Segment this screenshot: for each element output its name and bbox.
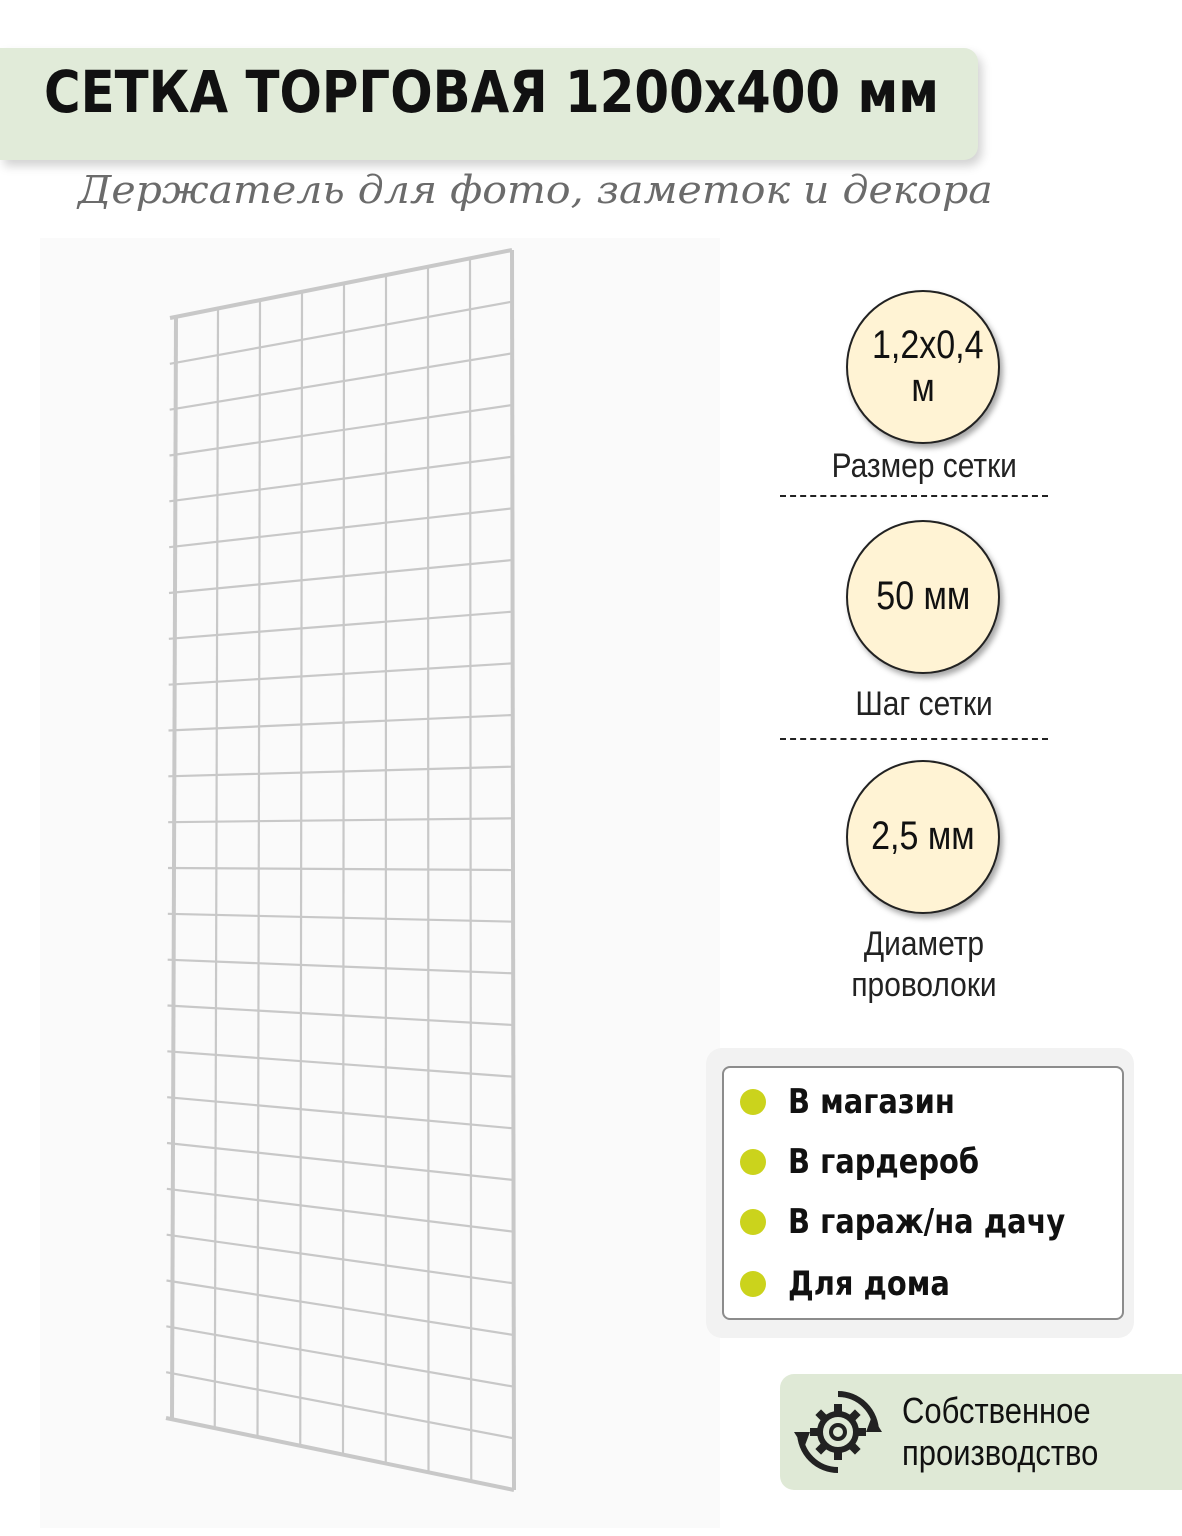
recycle-gear-icon	[792, 1386, 884, 1478]
spec-step-label: Шаг сетки	[855, 685, 993, 723]
bullet-dot-icon	[740, 1149, 766, 1175]
mesh-wire	[167, 1235, 514, 1284]
mesh-wire	[168, 868, 513, 870]
spec-wire-label: Диаметр проволоки	[851, 925, 997, 1004]
mesh-wire	[168, 914, 513, 922]
mesh-wire	[169, 663, 513, 684]
spec-divider	[780, 495, 1048, 497]
spec-divider	[780, 738, 1048, 740]
mesh-wire	[168, 767, 513, 777]
mesh-wire	[169, 612, 513, 639]
page-title: СЕТКА ТОРГОВАЯ 1200х400 мм	[44, 58, 940, 126]
mesh-wire	[170, 302, 512, 364]
mesh-wire	[169, 715, 513, 731]
spec-size-label: Размер сетки	[831, 447, 1017, 485]
spec-step-circle	[846, 520, 1000, 674]
mesh-wire	[167, 1097, 513, 1128]
production-text: Собственное производство	[902, 1390, 1099, 1473]
mesh-wire	[169, 560, 513, 593]
mesh-wire	[169, 457, 512, 502]
bullet-dot-icon	[740, 1271, 766, 1297]
page-subtitle: Держатель для фото, заметок и декора	[78, 168, 993, 212]
mesh-wire	[170, 250, 512, 318]
wire-mesh-panel	[40, 238, 720, 1528]
spec-step-value: 50 мм	[875, 574, 971, 619]
bullet-dot-icon	[740, 1209, 766, 1235]
mesh-wire	[167, 1143, 514, 1180]
mesh-wire	[169, 508, 512, 547]
mesh-wire	[167, 1281, 514, 1336]
mesh-wire	[167, 1051, 513, 1076]
spec-wire-circle	[846, 760, 1000, 914]
spec-size-circle	[846, 290, 1000, 444]
mesh-wire	[166, 1326, 514, 1386]
list-item: В гардероб	[740, 1140, 1013, 1184]
mesh-wire	[168, 818, 513, 822]
mesh-wire	[170, 405, 513, 456]
bullet-dot-icon	[740, 1089, 766, 1115]
mesh-wire	[167, 1189, 514, 1232]
list-item: В магазин	[740, 1080, 984, 1124]
spec-size-value: 1,2х0,4 м	[872, 322, 984, 410]
mesh-wire	[168, 960, 513, 974]
mesh-wire	[168, 1006, 514, 1026]
mesh-wire	[170, 353, 513, 409]
list-item: В гараж/на дачу	[740, 1200, 1114, 1244]
list-item: Для дома	[740, 1262, 978, 1306]
product-image	[40, 238, 720, 1528]
spec-wire-value: 2,5 мм	[871, 814, 975, 859]
